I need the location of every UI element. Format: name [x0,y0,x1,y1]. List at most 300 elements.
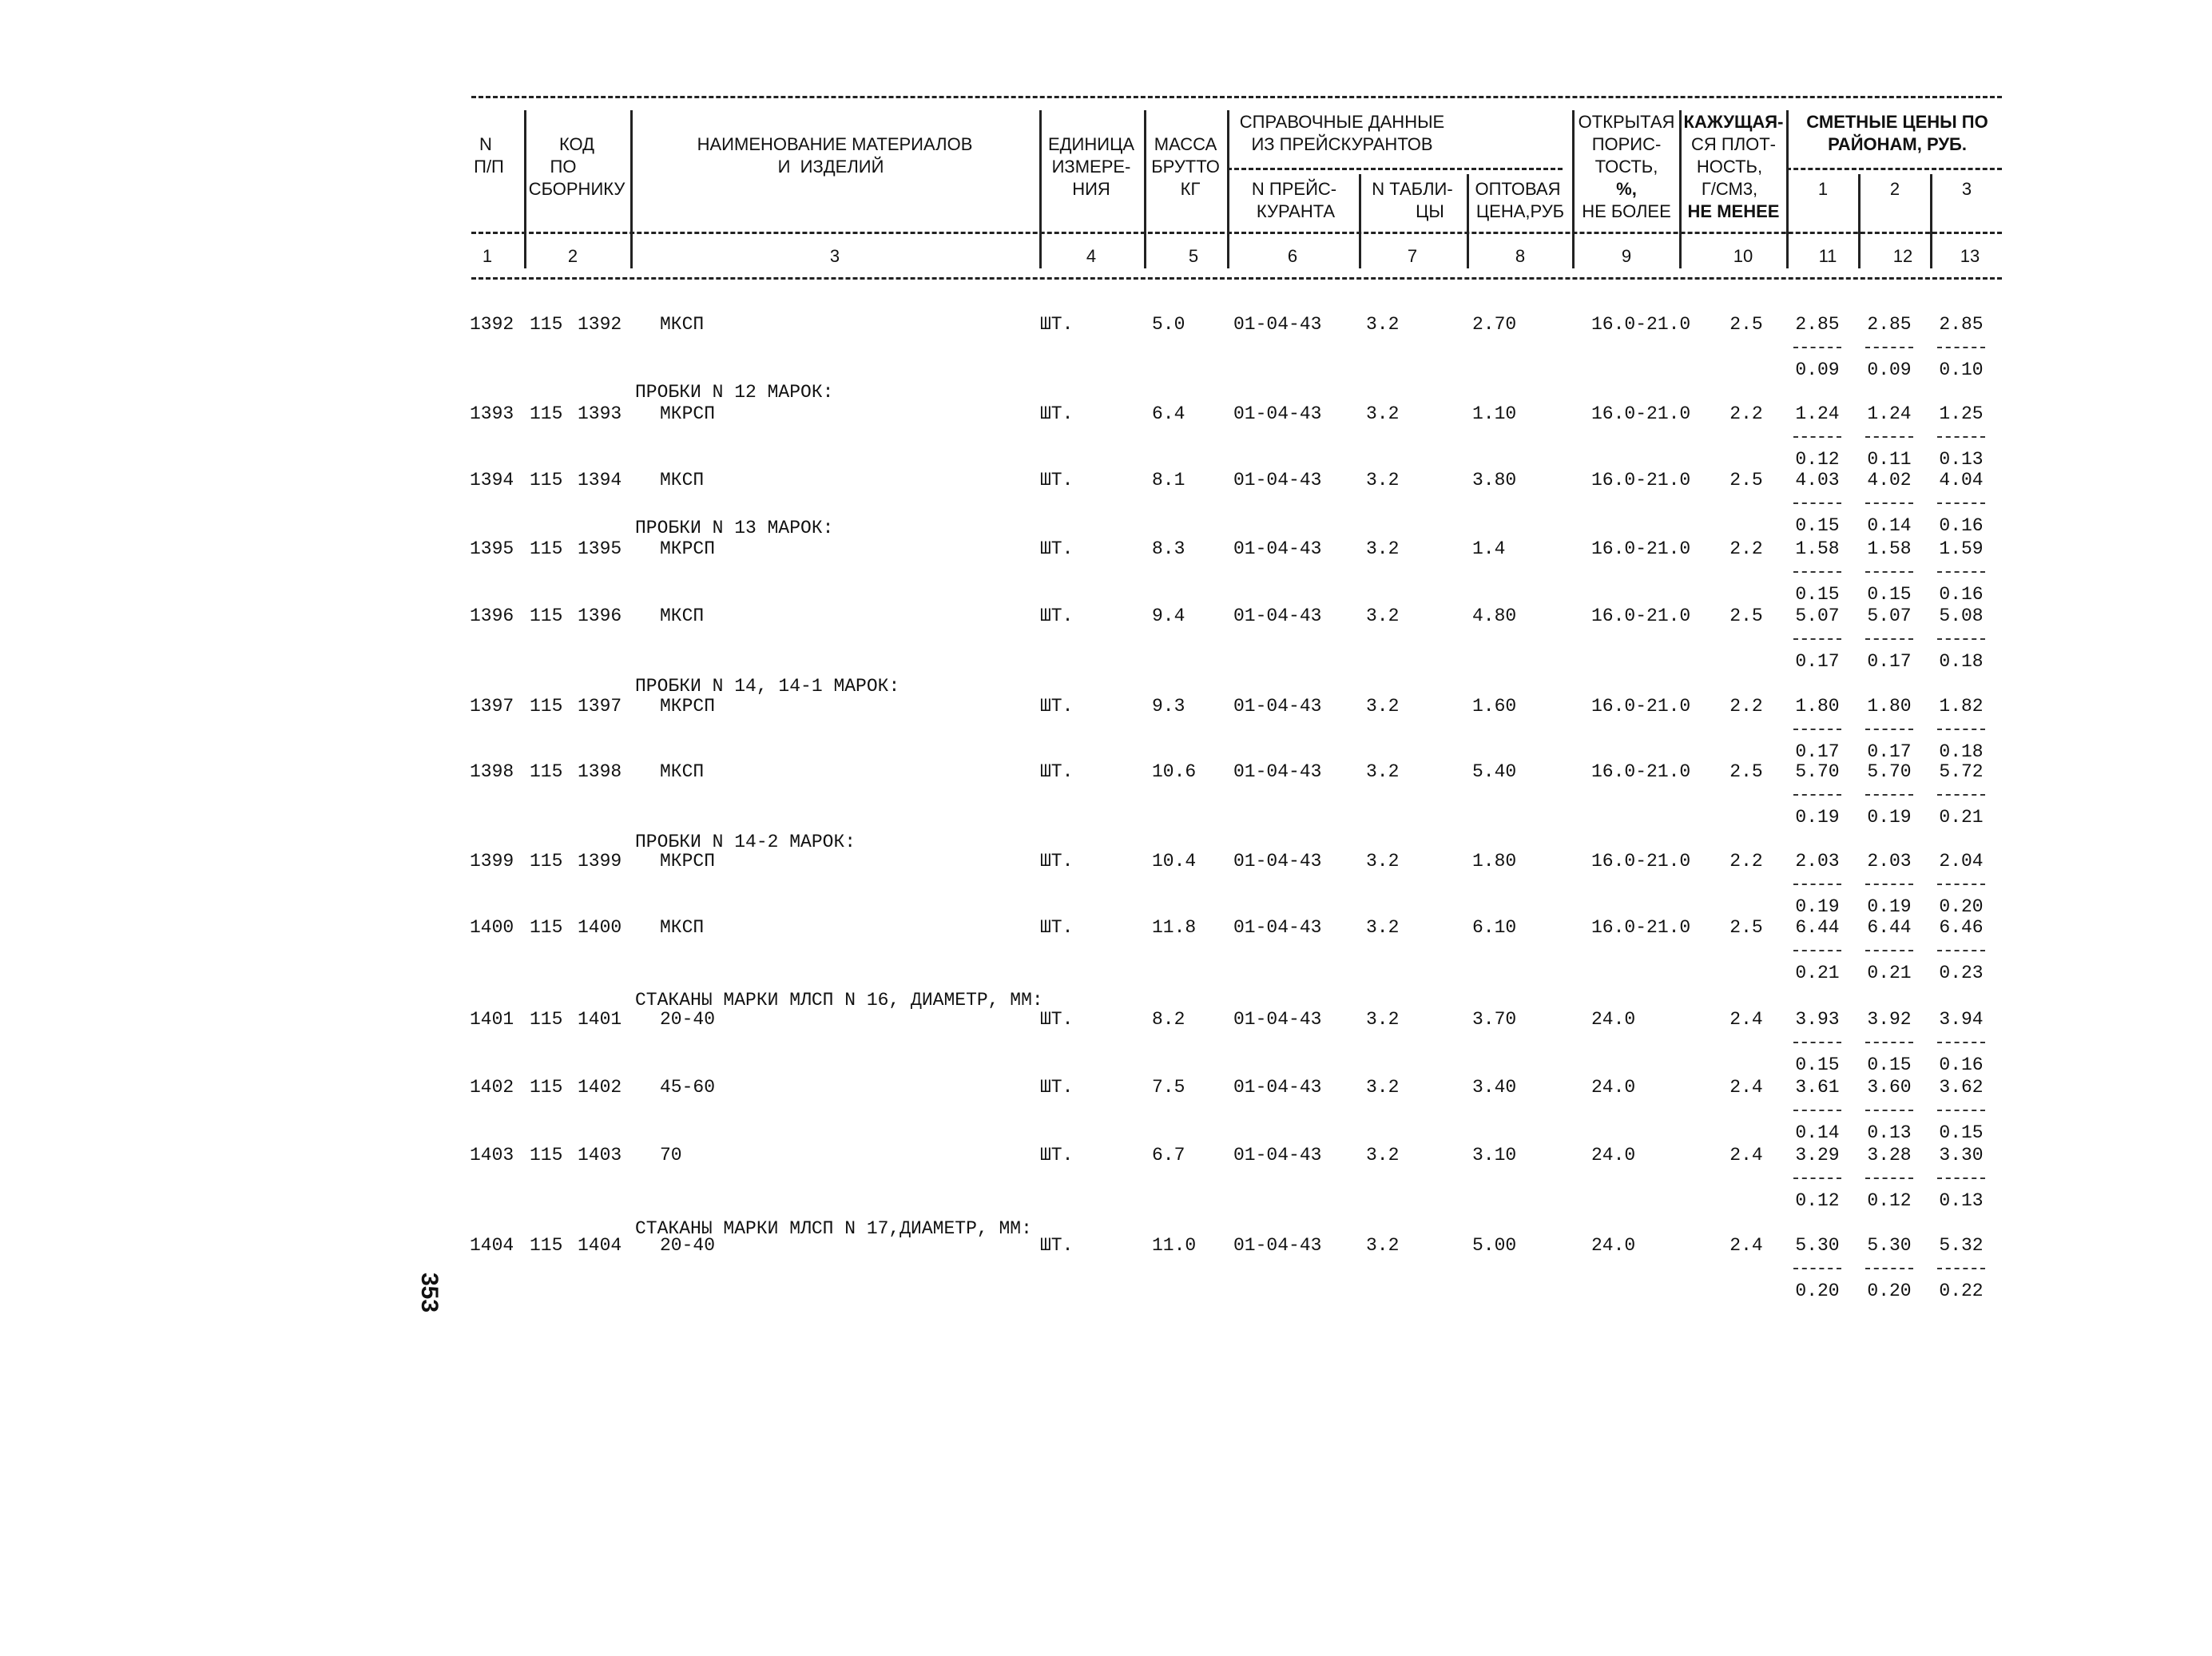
cell-p1: 1.80 [1795,696,1840,717]
cell-p3: 1.82 [1939,696,1984,717]
cell-sub-s1: 0.19 [1795,807,1840,828]
cell-p3: 5.72 [1939,761,1984,782]
cell-sub-s1: 0.21 [1795,963,1840,983]
group-title: СТАКАНЫ МАРКИ МЛСП N 16, ДИАМЕТР, ММ: [635,990,1043,1011]
cell-density: 2.2 [1729,403,1763,424]
fraction-line [1865,436,1913,438]
cell-p3: 5.32 [1939,1235,1984,1256]
cell-pricelist: 01-04-43 [1233,470,1322,490]
cell-p1: 2.85 [1795,314,1840,335]
cell-density: 2.5 [1729,917,1763,938]
fraction-line [1865,1110,1913,1111]
cell-pricelist: 01-04-43 [1233,1235,1322,1256]
cell-density: 2.2 [1729,538,1763,559]
cell-name: МКСП [660,470,705,490]
cell-mass: 5.0 [1152,314,1185,335]
cell-unit: ШТ. [1040,1009,1074,1030]
cell-porosity: 16.0-21.0 [1591,917,1691,938]
cell-name: МКРСП [660,696,716,717]
cell-p2: 3.60 [1867,1077,1912,1098]
cell-unit: ШТ. [1040,1145,1074,1166]
fraction-line [1793,347,1841,348]
header-district-1: 1 [1817,179,1829,199]
header-c10-line3: НОСТЬ, [1696,157,1763,177]
cell-mass: 11.0 [1152,1235,1197,1256]
cell-table: 3.2 [1366,1235,1400,1256]
cell-sub-s1: 0.17 [1795,651,1840,672]
cell-n: 1394 [470,470,514,490]
cell-table: 3.2 [1366,1077,1400,1098]
fraction-line [1865,1268,1913,1269]
cell-p3: 1.25 [1939,403,1984,424]
cell-p3: 2.85 [1939,314,1984,335]
fraction-line [1865,1042,1913,1043]
cell-code1: 115 [530,1077,563,1098]
header-c6-line1: N ПРЕЙС- [1251,179,1337,199]
cell-unit: ШТ. [1040,606,1074,626]
cell-sub-s2: 0.12 [1867,1190,1912,1211]
header-c10-line1: КАЖУЩАЯ- [1683,112,1784,132]
cell-n: 1396 [470,606,514,626]
header-c10-line2: СЯ ПЛОТ- [1690,134,1777,154]
cell-p2: 1.24 [1867,403,1912,424]
cell-p1: 3.61 [1795,1077,1840,1098]
header-district-2: 2 [1889,179,1900,199]
cell-unit: ШТ. [1040,917,1074,938]
cell-pricelist: 01-04-43 [1233,538,1322,559]
fraction-line [1937,729,1985,730]
cell-name: МКСП [660,606,705,626]
fraction-line [1937,1268,1985,1269]
colnum-11: 11 [1818,246,1837,266]
fraction-line [1793,436,1841,438]
cell-porosity: 16.0-21.0 [1591,538,1691,559]
colnum-6: 6 [1287,246,1298,266]
cell-code2: 1395 [578,538,622,559]
header-c8-line1: ОПТОВАЯ [1475,179,1561,199]
cell-sub-s1: 0.17 [1795,741,1840,762]
cell-pricelist: 01-04-43 [1233,1009,1322,1030]
header-c2-line3: СБОРНИКУ [528,179,625,199]
group-title: ПРОБКИ N 13 МАРОК: [635,518,834,538]
cell-name: МКРСП [660,538,716,559]
header-c8-line2: ЦЕНА,РУБ [1475,201,1565,221]
cell-p1: 2.03 [1795,851,1840,872]
header-district-3: 3 [1961,179,1972,199]
cell-porosity: 24.0 [1591,1009,1636,1030]
cell-code2: 1392 [578,314,622,335]
header-c4-line1: ЕДИНИЦА [1047,134,1135,154]
cell-porosity: 16.0-21.0 [1591,851,1691,872]
cell-unit: ШТ. [1040,470,1074,490]
cell-p2: 1.58 [1867,538,1912,559]
cell-unit: ШТ. [1040,1077,1074,1098]
cell-mass: 8.2 [1152,1009,1185,1030]
cell-table: 3.2 [1366,1145,1400,1166]
cell-sub-s3: 0.15 [1939,1122,1984,1143]
cell-mass: 9.3 [1152,696,1185,717]
header-bottom-rule [471,277,2002,280]
cell-name: 20-40 [660,1235,716,1256]
fraction-line [1865,794,1913,796]
header-c9-line1: ОТКРЫТАЯ [1578,112,1675,132]
cell-unit: ШТ. [1040,314,1074,335]
cell-sub-s3: 0.22 [1939,1281,1984,1301]
cell-code1: 115 [530,314,563,335]
cell-sub-s2: 0.11 [1867,449,1912,470]
colnum-5: 5 [1188,246,1199,266]
header-c4-line2: ИЗМЕРЕ- [1051,157,1131,177]
cell-sub-s3: 0.18 [1939,741,1984,762]
col-sep [1039,110,1042,268]
cell-sub-s2: 0.09 [1867,359,1912,380]
cell-pricelist: 01-04-43 [1233,606,1322,626]
group-title: ПРОБКИ N 14-2 МАРОК: [635,832,856,852]
fraction-line [1793,1042,1841,1043]
cell-p2: 3.92 [1867,1009,1912,1030]
cell-p3: 1.59 [1939,538,1984,559]
cell-name: МКСП [660,917,705,938]
cell-wholesale: 3.80 [1472,470,1517,490]
cell-sub-s3: 0.18 [1939,651,1984,672]
header-c5-line3: КГ [1180,179,1201,199]
colnum-4: 4 [1086,246,1097,266]
fraction-line [1937,1042,1985,1043]
fraction-line [1793,950,1841,951]
cell-code1: 115 [530,470,563,490]
header-c1-line2: П/П [474,157,504,177]
cell-code2: 1400 [578,917,622,938]
cell-sub-s3: 0.23 [1939,963,1984,983]
cell-table: 3.2 [1366,917,1400,938]
cell-wholesale: 4.80 [1472,606,1517,626]
cell-sub-s2: 0.17 [1867,651,1912,672]
page-number: 353 [416,1272,443,1313]
col-sep [1679,110,1682,268]
fraction-line [1793,502,1841,504]
cell-wholesale: 1.80 [1472,851,1517,872]
cell-name: МКСП [660,761,705,782]
fraction-line [1865,1177,1913,1179]
fraction-line [1937,884,1985,885]
cell-n: 1400 [470,917,514,938]
cell-p1: 1.24 [1795,403,1840,424]
cell-p3: 3.30 [1939,1145,1984,1166]
cell-p1: 5.30 [1795,1235,1840,1256]
cell-p2: 6.44 [1867,917,1912,938]
cell-table: 3.2 [1366,403,1400,424]
cell-sub-s2: 0.14 [1867,515,1912,536]
cell-mass: 8.1 [1152,470,1185,490]
cell-porosity: 16.0-21.0 [1591,606,1691,626]
header-top-rule [471,96,2002,98]
cell-porosity: 16.0-21.0 [1591,696,1691,717]
header-c7-line2: ЦЫ [1416,201,1444,221]
cell-n: 1403 [470,1145,514,1166]
header-c2-line1: КОД [558,134,595,154]
fraction-line [1793,1110,1841,1111]
cell-sub-s1: 0.12 [1795,449,1840,470]
cell-code1: 115 [530,761,563,782]
fraction-line [1865,884,1913,885]
cell-unit: ШТ. [1040,403,1074,424]
cell-wholesale: 5.00 [1472,1235,1517,1256]
cell-n: 1393 [470,403,514,424]
colnum-9: 9 [1621,246,1632,266]
cell-density: 2.5 [1729,761,1763,782]
cell-code1: 115 [530,696,563,717]
cell-sub-s2: 0.15 [1867,1054,1912,1075]
col-sep [1144,110,1146,268]
cell-mass: 9.4 [1152,606,1185,626]
cell-sub-s1: 0.15 [1795,515,1840,536]
cell-porosity: 24.0 [1591,1077,1636,1098]
price-group-rule [1786,168,2002,170]
cell-sub-s3: 0.16 [1939,584,1984,605]
fraction-line [1937,436,1985,438]
cell-porosity: 16.0-21.0 [1591,470,1691,490]
cell-code2: 1399 [578,851,622,872]
cell-p1: 3.29 [1795,1145,1840,1166]
cell-code2: 1404 [578,1235,622,1256]
cell-p2: 5.70 [1867,761,1912,782]
header-c5-line1: МАССА [1154,134,1217,154]
fraction-line [1793,1268,1841,1269]
colnum-12: 12 [1892,246,1913,266]
cell-p2: 4.02 [1867,470,1912,490]
cell-sub-s3: 0.13 [1939,449,1984,470]
col-sep [1572,110,1575,268]
cell-code1: 115 [530,1009,563,1030]
header-ref-group-line1: СПРАВОЧНЫЕ ДАННЫЕ [1239,112,1445,132]
fraction-line [1865,502,1913,504]
fraction-line [1793,729,1841,730]
colnum-3: 3 [829,246,840,266]
cell-porosity: 24.0 [1591,1145,1636,1166]
col-sep [1467,174,1469,268]
cell-code1: 115 [530,403,563,424]
cell-porosity: 16.0-21.0 [1591,314,1691,335]
cell-code2: 1397 [578,696,622,717]
cell-n: 1404 [470,1235,514,1256]
cell-unit: ШТ. [1040,851,1074,872]
cell-sub-s3: 0.16 [1939,1054,1984,1075]
cell-sub-s2: 0.13 [1867,1122,1912,1143]
cell-unit: ШТ. [1040,761,1074,782]
fraction-line [1937,1110,1985,1111]
cell-density: 2.4 [1729,1145,1763,1166]
cell-sub-s2: 0.17 [1867,741,1912,762]
cell-density: 2.2 [1729,851,1763,872]
header-c4-line3: НИЯ [1072,179,1110,199]
cell-wholesale: 1.60 [1472,696,1517,717]
group-title: ПРОБКИ N 14, 14-1 МАРОК: [635,676,900,697]
cell-sub-s3: 0.21 [1939,807,1984,828]
cell-sub-s2: 0.21 [1867,963,1912,983]
col-sep [524,110,526,268]
cell-n: 1398 [470,761,514,782]
cell-code1: 115 [530,851,563,872]
cell-mass: 10.4 [1152,851,1197,872]
cell-n: 1401 [470,1009,514,1030]
fraction-line [1793,571,1841,573]
cell-name: МКРСП [660,851,716,872]
cell-code2: 1398 [578,761,622,782]
cell-wholesale: 3.40 [1472,1077,1517,1098]
fraction-line [1937,571,1985,573]
fraction-line [1865,950,1913,951]
cell-unit: ШТ. [1040,696,1074,717]
fraction-line [1937,794,1985,796]
cell-wholesale: 3.10 [1472,1145,1517,1166]
colnum-8: 8 [1515,246,1526,266]
cell-sub-s3: 0.16 [1939,515,1984,536]
fraction-line [1865,347,1913,348]
cell-n: 1399 [470,851,514,872]
cell-pricelist: 01-04-43 [1233,314,1322,335]
cell-sub-s2: 0.20 [1867,1281,1912,1301]
cell-porosity: 24.0 [1591,1235,1636,1256]
cell-wholesale: 5.40 [1472,761,1517,782]
col-sep [1786,110,1789,268]
cell-pricelist: 01-04-43 [1233,1145,1322,1166]
header-c9-line4: %, [1616,179,1637,199]
cell-sub-s1: 0.12 [1795,1190,1840,1211]
cell-sub-s1: 0.15 [1795,584,1840,605]
cell-sub-s3: 0.10 [1939,359,1984,380]
cell-p3: 5.08 [1939,606,1984,626]
cell-density: 2.5 [1729,470,1763,490]
header-c7-line1: N ТАБЛИ- [1372,179,1453,199]
cell-code2: 1393 [578,403,622,424]
cell-name: МКРСП [660,403,716,424]
cell-code1: 115 [530,917,563,938]
cell-code2: 1394 [578,470,622,490]
cell-wholesale: 3.70 [1472,1009,1517,1030]
cell-n: 1402 [470,1077,514,1098]
group-title: ПРОБКИ N 12 МАРОК: [635,382,834,403]
cell-table: 3.2 [1366,761,1400,782]
fraction-line [1793,638,1841,640]
col-sep [1227,110,1229,268]
header-c6-line2: КУРАНТА [1256,201,1336,221]
cell-pricelist: 01-04-43 [1233,761,1322,782]
cell-table: 3.2 [1366,538,1400,559]
cell-unit: ШТ. [1040,1235,1074,1256]
cell-sub-s1: 0.19 [1795,896,1840,917]
cell-density: 2.5 [1729,314,1763,335]
cell-p1: 5.07 [1795,606,1840,626]
cell-p2: 3.28 [1867,1145,1912,1166]
header-c5-line2: БРУТТО [1151,157,1220,177]
cell-unit: ШТ. [1040,538,1074,559]
fraction-line [1793,1177,1841,1179]
cell-code2: 1401 [578,1009,622,1030]
header-c9-line3: ТОСТЬ, [1594,157,1658,177]
cell-n: 1395 [470,538,514,559]
cell-code2: 1396 [578,606,622,626]
cell-p3: 3.62 [1939,1077,1984,1098]
cell-p3: 3.94 [1939,1009,1984,1030]
cell-density: 2.5 [1729,606,1763,626]
cell-code1: 115 [530,606,563,626]
cell-code1: 115 [530,1235,563,1256]
header-c10-line4: Г/СМ3, [1701,179,1758,199]
cell-table: 3.2 [1366,470,1400,490]
cell-pricelist: 01-04-43 [1233,696,1322,717]
cell-mass: 6.4 [1152,403,1185,424]
colnum-10: 10 [1733,246,1753,266]
cell-wholesale: 1.4 [1472,538,1506,559]
cell-p1: 4.03 [1795,470,1840,490]
cell-n: 1392 [470,314,514,335]
cell-pricelist: 01-04-43 [1233,917,1322,938]
colnum-2: 2 [567,246,578,266]
header-c10-line5: НЕ МЕНЕЕ [1687,201,1780,221]
fraction-line [1865,729,1913,730]
cell-p1: 1.58 [1795,538,1840,559]
group-title: СТАКАНЫ МАРКИ МЛСП N 17,ДИАМЕТР, ММ: [635,1218,1032,1239]
cell-p3: 6.46 [1939,917,1984,938]
header-ref-group-line2: ИЗ ПРЕЙСКУРАНТОВ [1251,134,1433,154]
header-numbers-rule-top [471,232,2002,234]
cell-sub-s3: 0.13 [1939,1190,1984,1211]
cell-table: 3.2 [1366,606,1400,626]
cell-sub-s1: 0.15 [1795,1054,1840,1075]
header-price-group-line1: СМЕТНЫЕ ЦЕНЫ ПО [1806,112,1988,132]
header-c9-line5: НЕ БОЛЕЕ [1582,201,1671,221]
cell-code2: 1403 [578,1145,622,1166]
cell-sub-s2: 0.15 [1867,584,1912,605]
header-c2-line2: ПО [550,157,577,177]
col-sep [1359,174,1361,268]
cell-wholesale: 6.10 [1472,917,1517,938]
cell-p3: 4.04 [1939,470,1984,490]
fraction-line [1937,638,1985,640]
cell-porosity: 16.0-21.0 [1591,761,1691,782]
cell-p3: 2.04 [1939,851,1984,872]
cell-sub-s2: 0.19 [1867,807,1912,828]
cell-wholesale: 1.10 [1472,403,1517,424]
cell-density: 2.4 [1729,1009,1763,1030]
cell-mass: 7.5 [1152,1077,1185,1098]
cell-name: 45-60 [660,1077,716,1098]
header-price-group-line2: РАЙОНАМ, РУБ. [1828,134,1967,154]
colnum-7: 7 [1407,246,1418,266]
col-sep [1858,174,1861,268]
cell-density: 2.4 [1729,1235,1763,1256]
cell-name: 20-40 [660,1009,716,1030]
cell-pricelist: 01-04-43 [1233,851,1322,872]
cell-density: 2.2 [1729,696,1763,717]
fraction-line [1793,884,1841,885]
cell-wholesale: 2.70 [1472,314,1517,335]
cell-sub-s1: 0.14 [1795,1122,1840,1143]
cell-table: 3.2 [1366,696,1400,717]
col-sep [1930,174,1932,268]
cell-p2: 2.03 [1867,851,1912,872]
cell-name: 70 [660,1145,682,1166]
cell-sub-s3: 0.20 [1939,896,1984,917]
cell-sub-s2: 0.19 [1867,896,1912,917]
cell-p2: 5.30 [1867,1235,1912,1256]
fraction-line [1937,347,1985,348]
cell-porosity: 16.0-21.0 [1591,403,1691,424]
colnum-1: 1 [482,246,493,266]
cell-name: МКСП [660,314,705,335]
cell-mass: 11.8 [1152,917,1197,938]
cell-mass: 6.7 [1152,1145,1185,1166]
